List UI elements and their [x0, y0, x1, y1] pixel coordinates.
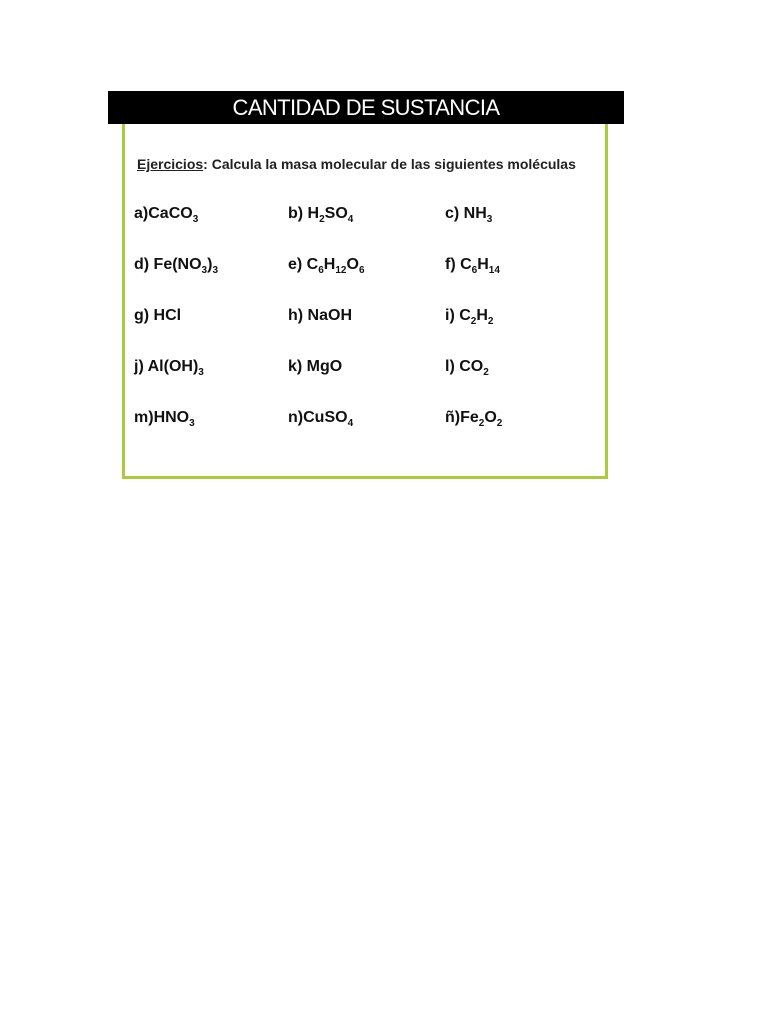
formula-text: Fe(NO	[153, 256, 202, 273]
formula-subscript: 14	[488, 265, 500, 276]
exercise-label: l)	[445, 358, 460, 375]
page-title: CANTIDAD DE SUSTANCIA	[108, 91, 624, 124]
exercise-item	[134, 358, 204, 376]
formula-subscript: 6	[358, 265, 365, 276]
formula-text: CuSO	[303, 409, 348, 426]
formula-text: C	[460, 256, 472, 273]
instruction-body: : Calcula la masa molecular de las siguientes moléculas	[203, 156, 576, 172]
exercise-item	[288, 205, 353, 223]
formula-subscript: 12	[335, 265, 347, 276]
exercise-item	[134, 256, 218, 274]
exercise-label: c)	[445, 205, 464, 222]
formula-text: CO	[459, 358, 484, 375]
formula-text: CaCO	[148, 205, 193, 222]
formula-text: C	[459, 307, 471, 324]
formula-text: HCl	[153, 307, 182, 324]
exercise-label: d)	[134, 256, 154, 273]
formula-text: HNO	[153, 409, 190, 426]
exercise-item	[445, 307, 493, 325]
formula-text: NH	[463, 205, 487, 222]
formula-subscript: 2	[496, 418, 503, 429]
formula-text: )	[207, 256, 213, 273]
formula-text: MgO	[306, 358, 343, 375]
formula-subscript: 3	[192, 214, 199, 225]
exercise-item	[134, 409, 195, 427]
exercise-item	[288, 307, 352, 325]
exercise-item	[134, 205, 198, 223]
formula-subscript: 3	[212, 265, 218, 276]
exercise-label: m)	[134, 409, 154, 426]
formula-text: Fe	[460, 409, 479, 426]
exercise-item	[134, 307, 181, 325]
exercise-item	[288, 409, 353, 427]
instruction-prefix: Ejercicios	[137, 156, 204, 172]
formula-subscript: 3	[198, 367, 204, 378]
formula-subscript: 4	[347, 214, 354, 225]
formula-subscript: 2	[470, 316, 477, 327]
exercise-item	[288, 256, 365, 274]
formula-subscript: 3	[189, 418, 195, 429]
exercise-label: k)	[288, 358, 307, 375]
exercise-label: e)	[288, 256, 307, 273]
exercise-label: b)	[288, 205, 308, 222]
exercise-label: f)	[445, 256, 461, 273]
formula-text: O	[346, 256, 359, 273]
formula-text: H	[307, 205, 320, 222]
exercise-label: n)	[288, 409, 304, 426]
formula-text: H	[476, 307, 488, 324]
exercise-item	[288, 358, 342, 376]
formula-subscript: 3	[486, 214, 493, 225]
formula-text: C	[306, 256, 319, 273]
formula-text: Al(OH)	[147, 358, 199, 375]
exercise-item	[445, 358, 489, 376]
exercise-label: ñ)	[445, 409, 461, 426]
exercise-label: i)	[445, 307, 460, 324]
formula-subscript: 2	[483, 367, 489, 378]
formula-text: H	[323, 256, 336, 273]
formula-subscript: 6	[318, 265, 324, 276]
exercise-label: g)	[134, 307, 154, 324]
exercise-label: h)	[288, 307, 308, 324]
instruction-text	[137, 156, 576, 172]
exercise-item	[445, 409, 502, 427]
formula-text: O	[484, 409, 497, 426]
exercise-label: a)	[134, 205, 149, 222]
formula-subscript: 2	[319, 214, 325, 225]
formula-text: SO	[324, 205, 348, 222]
exercise-label: j)	[134, 358, 148, 375]
formula-subscript: 4	[347, 418, 354, 429]
formula-subscript: 2	[478, 418, 485, 429]
exercise-item	[445, 256, 500, 274]
formula-text: NaOH	[307, 307, 352, 324]
formula-text: H	[477, 256, 489, 273]
exercise-item	[445, 205, 492, 223]
formula-subscript: 6	[471, 265, 478, 276]
formula-subscript: 3	[201, 265, 208, 276]
formula-subscript: 2	[487, 316, 494, 327]
